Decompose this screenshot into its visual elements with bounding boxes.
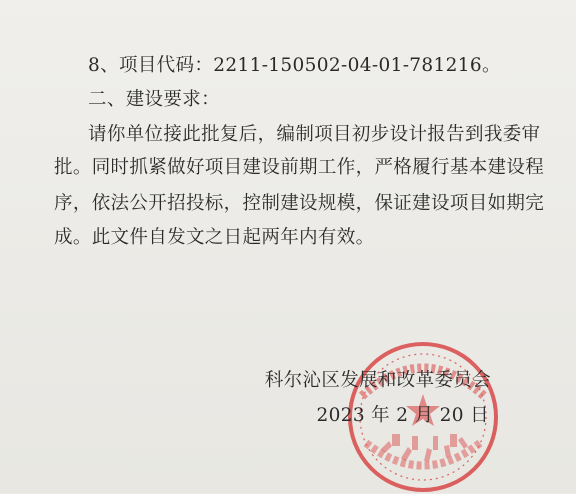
section-2-heading: 二、建设要求： bbox=[88, 89, 220, 110]
paragraph-line-2: 批。同时抓紧做好项目建设前期工作，严格履行基本建设程 bbox=[54, 157, 545, 178]
paragraph-line-4: 成。此文件自发文之日起两年内有效。 bbox=[54, 227, 375, 248]
issuer-signature: 科尔沁区发展和改革委员会 bbox=[264, 370, 491, 391]
paragraph-line-1: 请你单位接此批复后，编制项目初步设计报告到我委审 bbox=[88, 124, 541, 145]
item-8-project-code: 8、项目代码：2211-150502-04-01-781216。 bbox=[88, 55, 501, 76]
issue-date: 2023 年 2 月 20 日 bbox=[316, 405, 489, 426]
paragraph-line-3: 序，依法公开招投标，控制建设规模，保证建设项目如期完 bbox=[54, 193, 545, 214]
